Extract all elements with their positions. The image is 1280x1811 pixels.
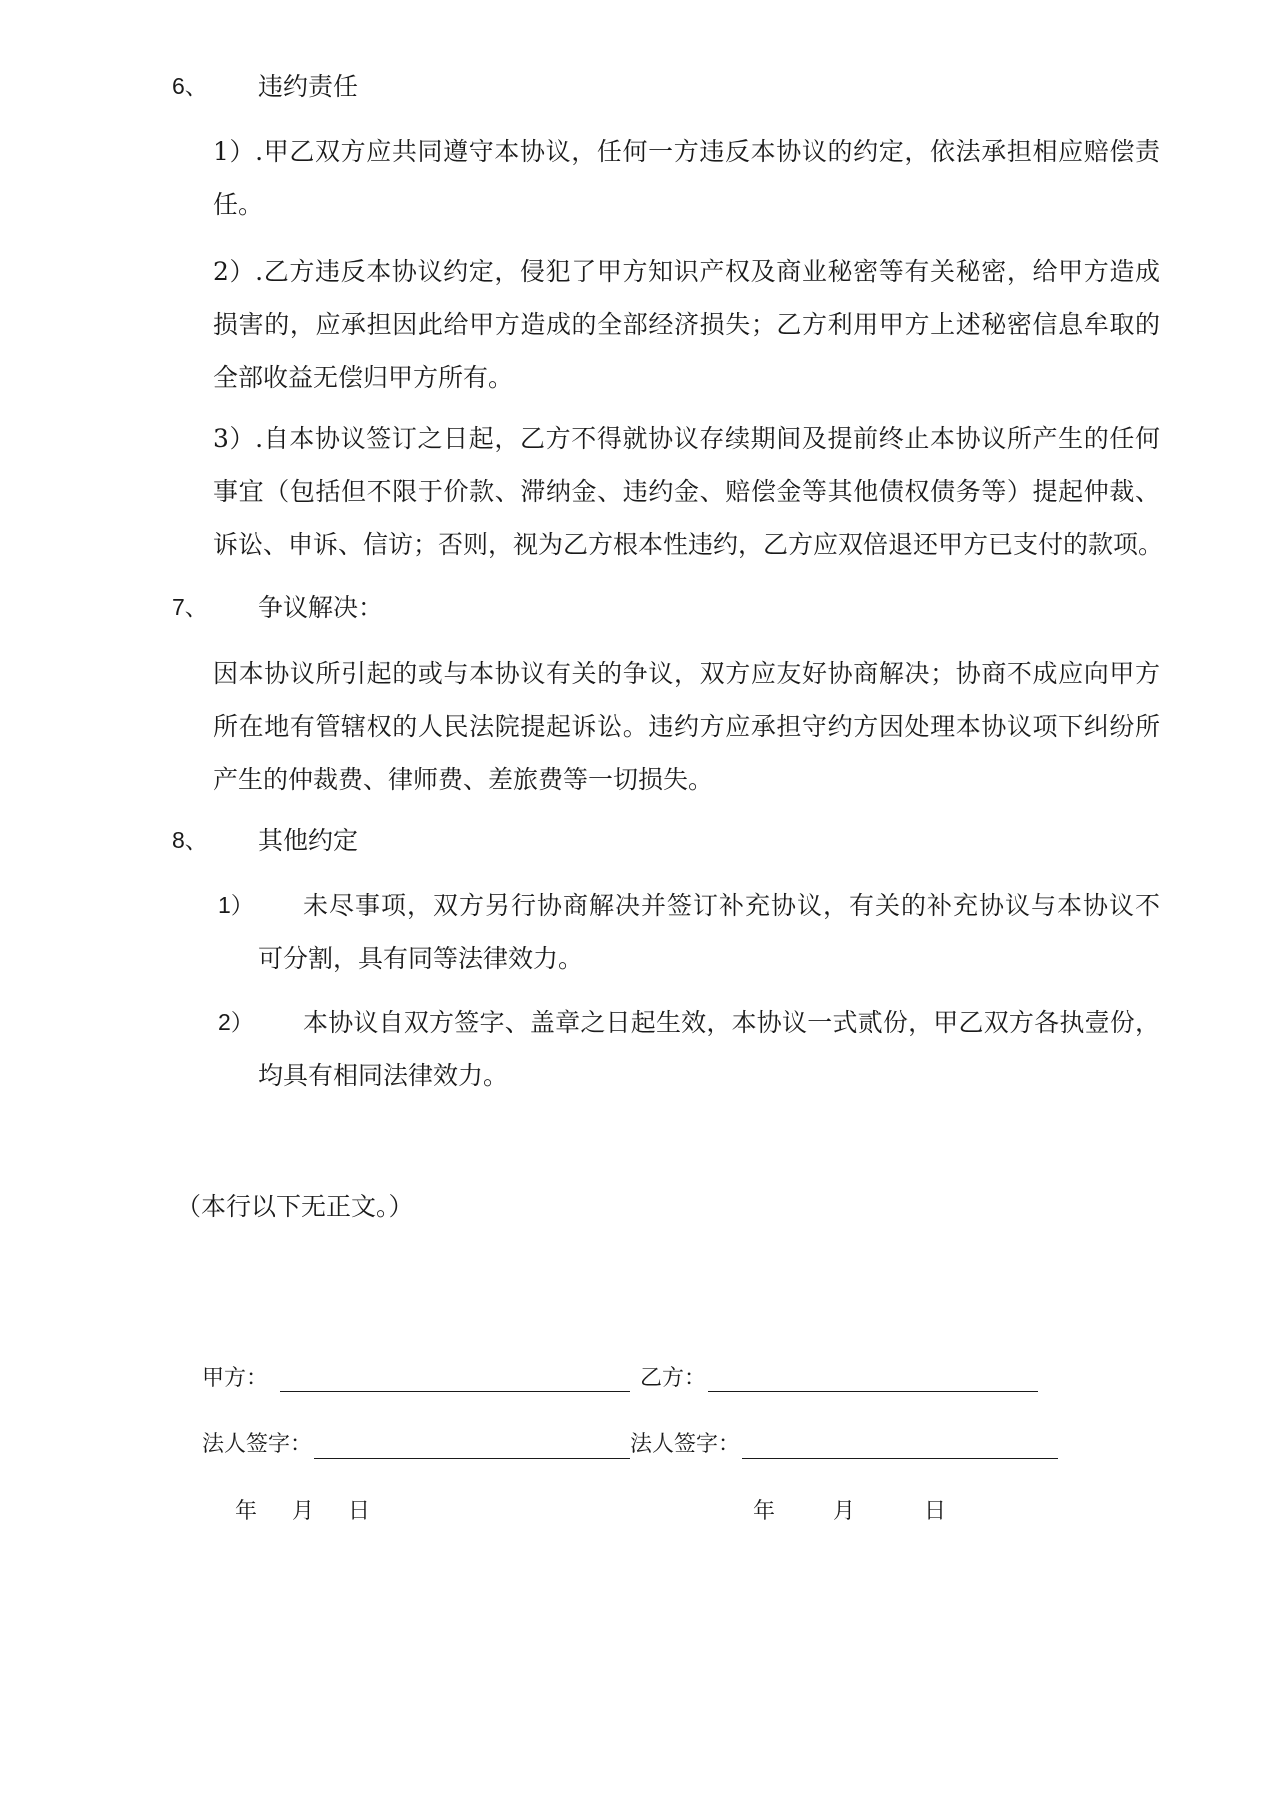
date-a-month: 月 [292, 1499, 315, 1524]
clause-line: 产生的仲裁费、律师费、差旅费等一切损失。 [213, 765, 714, 794]
party-b-signature-line [708, 1391, 1038, 1392]
clause-8-1-number: 1） [218, 892, 254, 918]
legal-sign-b-label: 法人签字： [630, 1432, 741, 1457]
clause-6-2 [213, 245, 1160, 404]
date-b-day: 日 [924, 1499, 947, 1524]
date-a-day: 日 [348, 1499, 371, 1524]
clause-line: 事宜（包括但不限于价款、滞纳金、违约金、赔偿金等其他债权债务等）提起仲裁、 [213, 477, 1160, 506]
clause-line: 未尽事项，双方另行协商解决并签订补充协议，有关的补充协议与本协议不 [303, 891, 1160, 920]
date-b-year: 年 [753, 1499, 776, 1524]
clause-8-2-number: 2） [218, 1009, 254, 1035]
clause-line: 均具有相同法律效力。 [258, 1061, 509, 1090]
clause-line: 本协议自双方签字、盖章之日起生效，本协议一式贰份，甲乙双方各执壹份， [303, 1008, 1160, 1037]
clause-line: 2）.乙方违反本协议约定，侵犯了甲方知识产权及商业秘密等有关秘密，给甲方造成 [213, 257, 1160, 286]
clause-line: 任。 [213, 190, 264, 219]
clause-line: 所在地有管辖权的人民法院提起诉讼。违约方应承担守约方因处理本协议项下纠纷所 [213, 712, 1160, 741]
clause-line: 1）.甲乙双方应共同遵守本协议，任何一方违反本协议的约定，依法承担相应赔偿责 [213, 137, 1160, 166]
party-a-signature-line [280, 1391, 630, 1392]
section-7-number: 7、 [172, 594, 208, 620]
legal-sign-b-line [742, 1458, 1058, 1459]
section-7-title: 争议解决： [258, 593, 384, 622]
clause-7-body [213, 647, 1160, 806]
clause-line: 全部收益无偿归甲方所有。 [213, 363, 514, 392]
end-note: （本行以下无正文。） [176, 1192, 414, 1221]
party-b-label: 乙方： [640, 1366, 707, 1391]
section-6-title: 违约责任 [258, 72, 359, 101]
clause-line: 可分割，具有同等法律效力。 [258, 944, 584, 973]
section-8-number: 8、 [172, 827, 208, 853]
clause-line: 3）.自本协议签订之日起，乙方不得就协议存续期间及提前终止本协议所产生的任何 [213, 424, 1160, 453]
legal-sign-a-line [314, 1458, 630, 1459]
clause-line: 诉讼、申诉、信访；否则，视为乙方根本性违约，乙方应双倍退还甲方已支付的款项。 [213, 530, 1164, 559]
clause-8-1 [258, 879, 1160, 985]
section-6-number: 6、 [172, 73, 208, 99]
clause-line: 因本协议所引起的或与本协议有关的争议，双方应友好协商解决；协商不成应向甲方 [213, 659, 1160, 688]
legal-sign-a-label: 法人签字： [202, 1432, 313, 1457]
party-a-label: 甲方： [202, 1366, 269, 1391]
date-b-month: 月 [833, 1499, 856, 1524]
date-a-year: 年 [235, 1499, 258, 1524]
clause-6-3 [213, 412, 1164, 571]
clause-line: 损害的，应承担因此给甲方造成的全部经济损失；乙方利用甲方上述秘密信息牟取的 [213, 310, 1160, 339]
clause-8-2 [258, 996, 1160, 1102]
clause-6-1 [213, 125, 1160, 231]
section-8-title: 其他约定 [258, 826, 359, 855]
